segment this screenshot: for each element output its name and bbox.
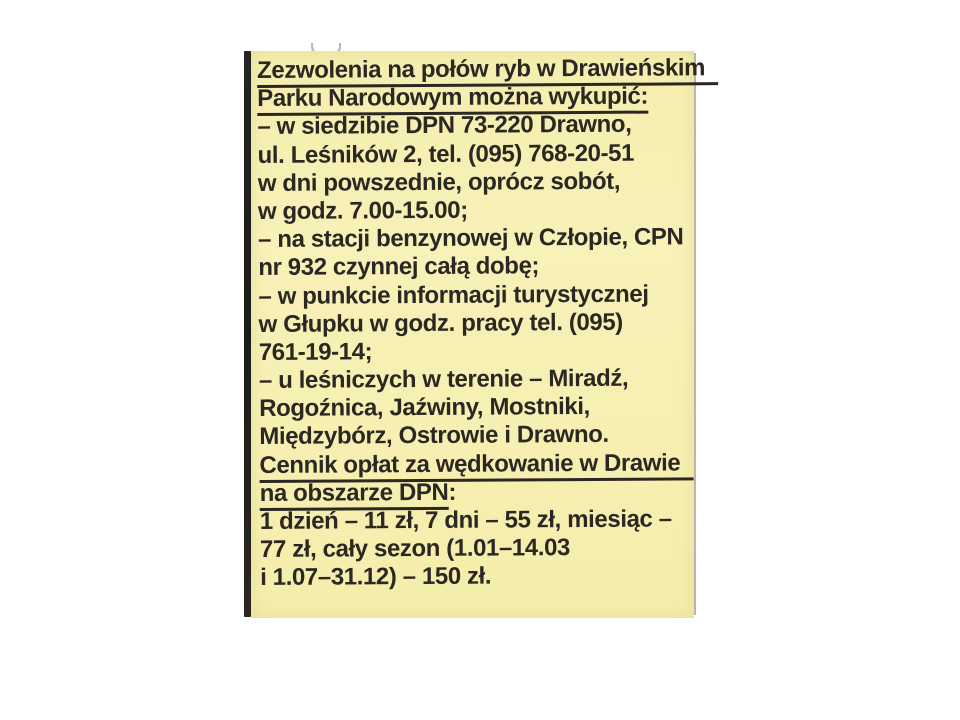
text-line-19 bbox=[260, 562, 696, 593]
text-line-2 bbox=[257, 83, 693, 114]
underlined-text-segment: Parku Narodowym można wykupić: bbox=[257, 83, 648, 116]
text-line-7 bbox=[258, 223, 694, 254]
text-line-13 bbox=[259, 393, 695, 424]
text-segment: 1 dzień – 11 zł, 7 dni – 55 zł, miesiąc – bbox=[259, 505, 672, 535]
text-segment: – na stacji benzynowej w Człopie, CPN bbox=[258, 223, 684, 254]
text-segment: Rogoźnica, Jaźwiny, Mostniki, bbox=[259, 393, 590, 423]
text-segment: 77 zł, cały sezon (1.01–14.03 bbox=[259, 534, 571, 564]
scan-left-edge bbox=[244, 51, 251, 617]
underlined-text-segment: na obszarze DPN bbox=[260, 479, 449, 511]
text-line-10 bbox=[259, 308, 695, 339]
text-segment: – w punkcie informacji turystycznej bbox=[258, 280, 649, 310]
text-line-5 bbox=[258, 167, 694, 198]
text-segment: w godz. 7.00-15.00; bbox=[257, 196, 468, 225]
scanned-page bbox=[251, 51, 706, 618]
text-segment: : bbox=[448, 478, 457, 506]
text-segment: w dni powszednie, oprócz sobót, bbox=[257, 167, 621, 197]
text-line-8 bbox=[258, 252, 694, 283]
text-line-18 bbox=[260, 534, 696, 565]
text-segment: nr 932 czynnej całą dobę; bbox=[258, 252, 540, 282]
text-line-16 bbox=[260, 477, 696, 508]
underlined-text-segment: Cennik opłat za wędkowanie w Drawie bbox=[259, 449, 693, 483]
text-line-4 bbox=[258, 139, 694, 170]
text-segment: – w siedzibie DPN 73-220 Drawno, bbox=[257, 111, 632, 141]
text-line-1 bbox=[257, 54, 706, 85]
underlined-text-segment: Zezwolenia na połów ryb w Drawieńskim bbox=[257, 54, 718, 88]
text-line-14 bbox=[259, 421, 695, 452]
text-line-15 bbox=[259, 449, 695, 480]
text-segment: i 1.07–31.12) – 150 zł. bbox=[260, 562, 492, 592]
text-line-6 bbox=[258, 195, 694, 226]
text-segment: 761-19-14; bbox=[258, 338, 373, 366]
text-line-17 bbox=[260, 505, 696, 536]
text-segment: w Głupku w godz. pracy tel. (095) bbox=[258, 308, 623, 338]
text-line-11 bbox=[259, 336, 695, 367]
text-line-9 bbox=[258, 280, 694, 311]
text-segment: Międzybórz, Ostrowie i Drawno. bbox=[259, 421, 609, 451]
text-segment: – u leśniczych w terenie – Miradź, bbox=[258, 364, 629, 395]
text-segment: ul. Leśników 2, tel. (095) 768-20-51 bbox=[257, 139, 635, 169]
notice-text-block bbox=[257, 54, 706, 592]
text-line-12 bbox=[259, 364, 695, 395]
text-line-3 bbox=[257, 111, 693, 142]
